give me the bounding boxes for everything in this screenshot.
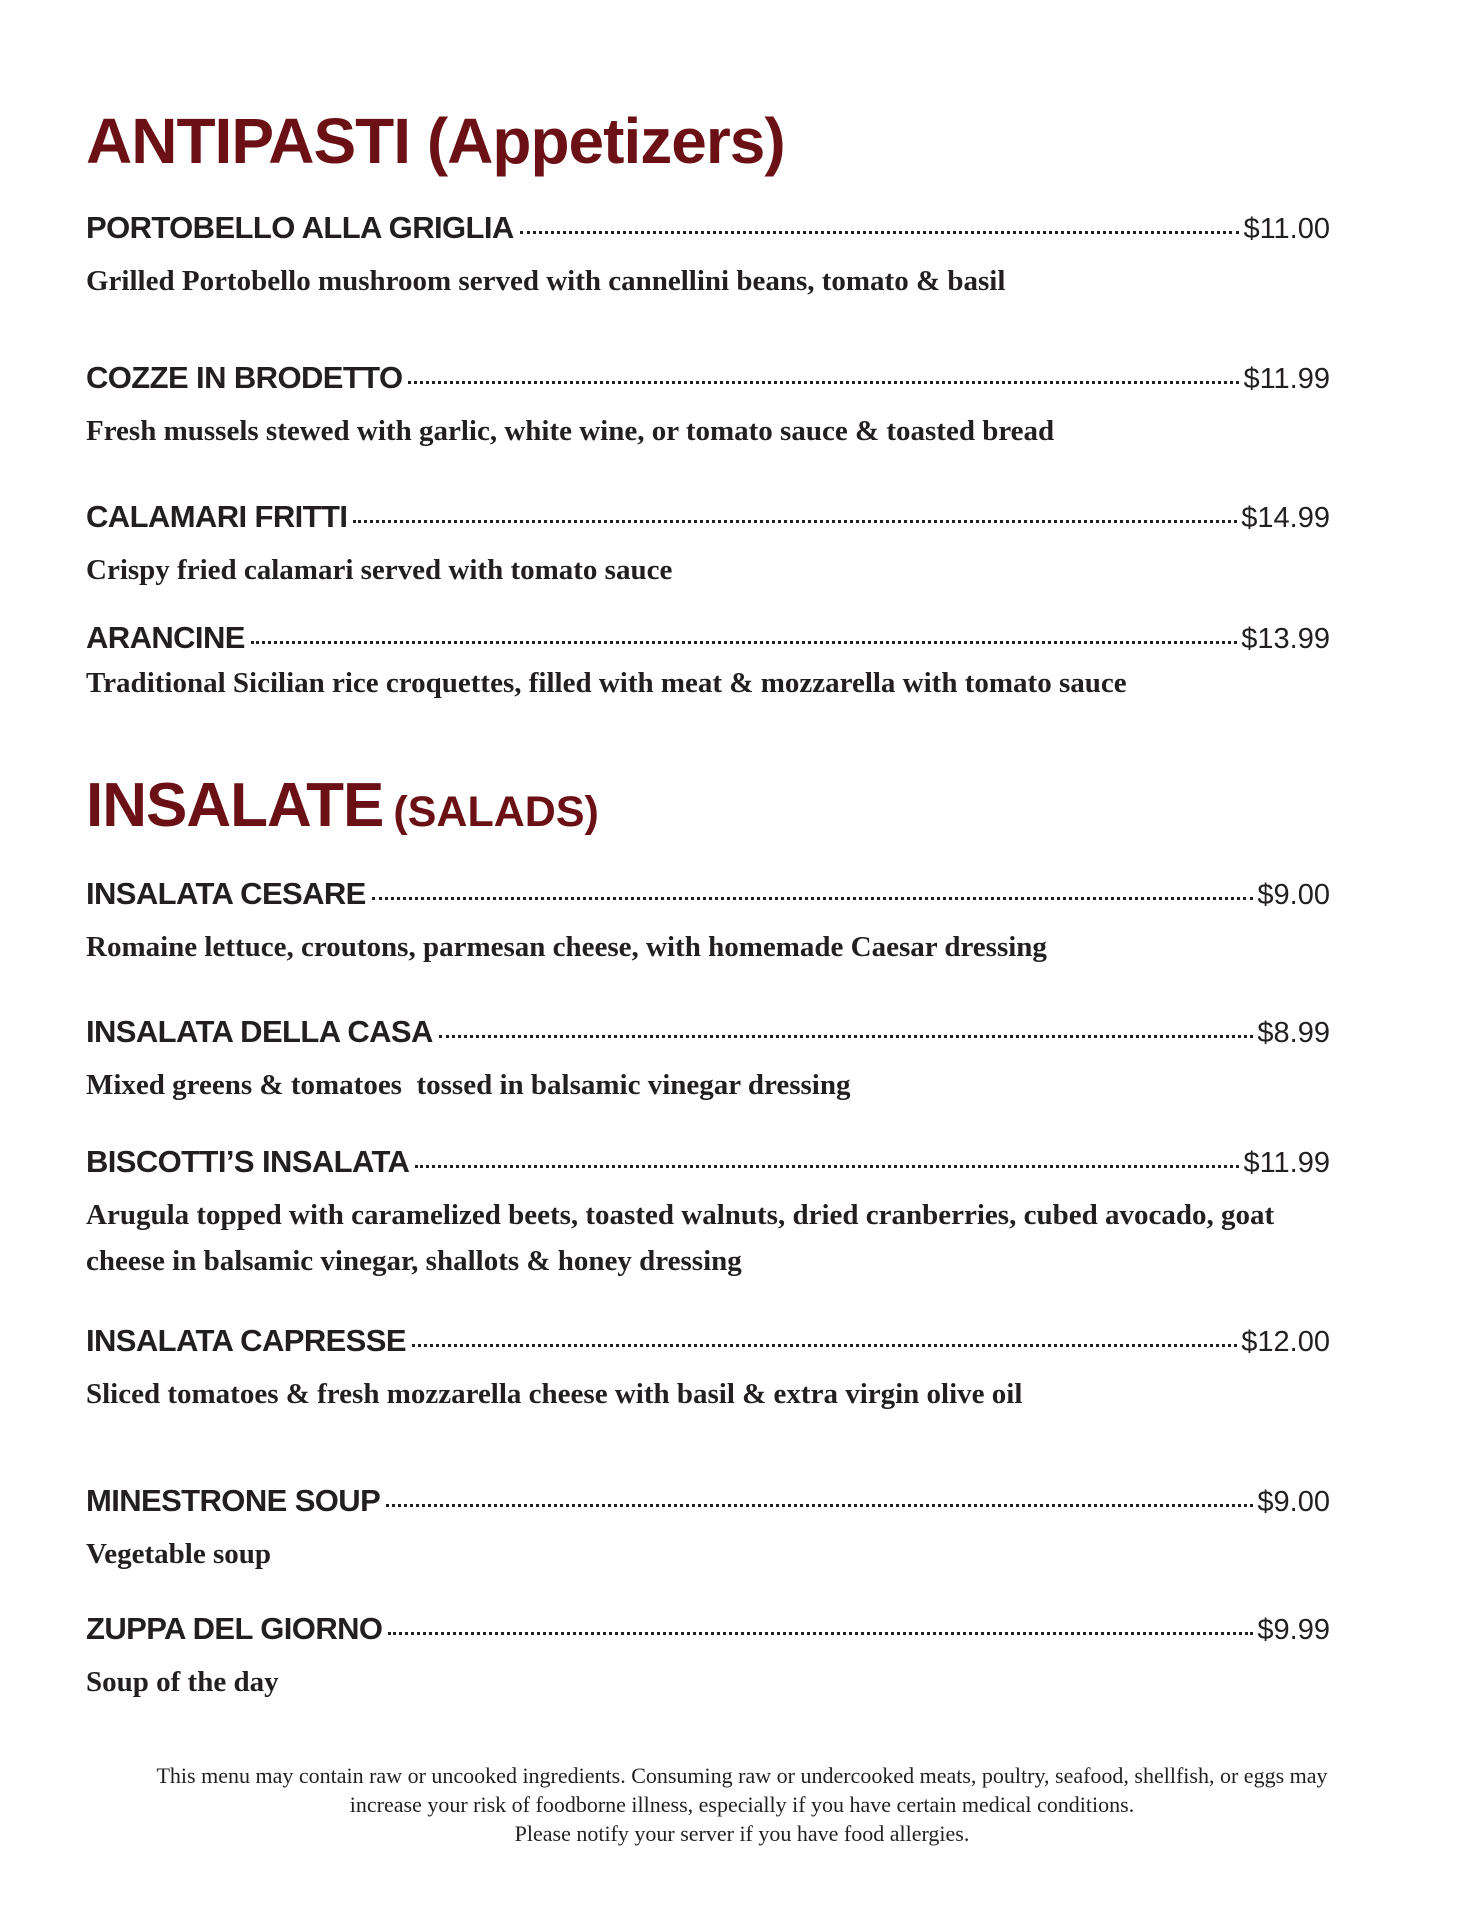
item-description: Traditional Sicilian rice croquettes, filled with meat & mozzarella with tomato sauce bbox=[86, 667, 1127, 699]
menu-item-cozze bbox=[86, 360, 1330, 454]
item-name: ARANCINE bbox=[86, 620, 245, 655]
disclaimer-line: increase your risk of foodborne illness, especially if you have certain medical conditions. bbox=[349, 1792, 1135, 1817]
item-price: $11.99 bbox=[1243, 1147, 1330, 1179]
item-name: COZZE IN BRODETTO bbox=[86, 360, 403, 395]
dot-leader bbox=[372, 897, 1254, 900]
menu-item-portobello bbox=[86, 210, 1330, 304]
menu-item-zuppa bbox=[86, 1611, 1330, 1705]
dot-leader bbox=[412, 1344, 1237, 1347]
item-price: $13.99 bbox=[1241, 623, 1330, 655]
item-price: $11.00 bbox=[1243, 213, 1330, 245]
item-name: ZUPPA DEL GIORNO bbox=[86, 1611, 383, 1646]
menu-item-cesare bbox=[86, 876, 1330, 970]
item-price: $9.00 bbox=[1257, 1486, 1330, 1518]
dot-leader bbox=[415, 1165, 1239, 1168]
item-price: $9.00 bbox=[1257, 879, 1330, 911]
disclaimer-line: Please notify your server if you have food allergies. bbox=[514, 1821, 970, 1846]
item-price: $8.99 bbox=[1257, 1017, 1330, 1049]
item-name: CALAMARI FRITTI bbox=[86, 499, 348, 534]
dot-leader bbox=[388, 1632, 1253, 1635]
item-description: Crispy fried calamari served with tomato sauce bbox=[86, 554, 673, 586]
item-name: MINESTRONE SOUP bbox=[86, 1483, 381, 1518]
item-description: Soup of the day bbox=[86, 1666, 279, 1698]
menu-item-calamari bbox=[86, 499, 1330, 593]
menu-item-biscotti bbox=[86, 1144, 1330, 1284]
allergy-disclaimer bbox=[60, 1761, 1424, 1848]
insalate-heading bbox=[86, 770, 599, 841]
item-description: Mixed greens & tomatoes tossed in balsamic vinegar dressing bbox=[86, 1069, 851, 1101]
item-name: INSALATA CAPRESSE bbox=[86, 1323, 406, 1358]
menu-item-minestrone bbox=[86, 1483, 1330, 1577]
insalate-title: INSALATE bbox=[86, 771, 384, 840]
dot-leader bbox=[520, 231, 1240, 234]
menu-item-della-casa bbox=[86, 1014, 1330, 1108]
item-description: Grilled Portobello mushroom served with cannellini beans, tomato & basil bbox=[86, 265, 1006, 297]
dot-leader bbox=[353, 520, 1237, 523]
dot-leader bbox=[251, 641, 1237, 644]
item-price: $9.99 bbox=[1257, 1614, 1330, 1646]
item-description: Sliced tomatoes & fresh mozzarella cheese with basil & extra virgin olive oil bbox=[86, 1378, 1023, 1410]
dot-leader bbox=[439, 1035, 1254, 1038]
menu-item-arancine bbox=[86, 620, 1330, 706]
dot-leader bbox=[408, 381, 1239, 384]
item-description: Romaine lettuce, croutons, parmesan cheese, with homemade Caesar dressing bbox=[86, 931, 1047, 963]
dot-leader bbox=[386, 1504, 1253, 1507]
item-price: $14.99 bbox=[1241, 502, 1330, 534]
item-name: PORTOBELLO ALLA GRIGLIA bbox=[86, 210, 514, 245]
item-name: INSALATA DELLA CASA bbox=[86, 1014, 433, 1049]
item-price: $11.99 bbox=[1243, 363, 1330, 395]
item-description: Arugula topped with caramelized beets, toasted walnuts, dried cranberries, cubed avocado, goat cheese in balsamic vinegar, shallots & honey dressing bbox=[86, 1199, 1275, 1277]
insalate-subtitle: (SALADS) bbox=[393, 788, 599, 836]
item-name: BISCOTTI’S INSALATA bbox=[86, 1144, 410, 1179]
item-description: Vegetable soup bbox=[86, 1538, 272, 1570]
antipasti-heading: ANTIPASTI (Appetizers) bbox=[86, 105, 785, 177]
item-name: INSALATA CESARE bbox=[86, 876, 366, 911]
disclaimer-line: This menu may contain raw or uncooked ingredients. Consuming raw or undercooked meats, poultry, seafood, shellfish, or eggs may bbox=[156, 1763, 1328, 1788]
item-description: Fresh mussels stewed with garlic, white wine, or tomato sauce & toasted bread bbox=[86, 415, 1055, 447]
menu-item-capresse bbox=[86, 1323, 1330, 1417]
item-price: $12.00 bbox=[1241, 1326, 1330, 1358]
